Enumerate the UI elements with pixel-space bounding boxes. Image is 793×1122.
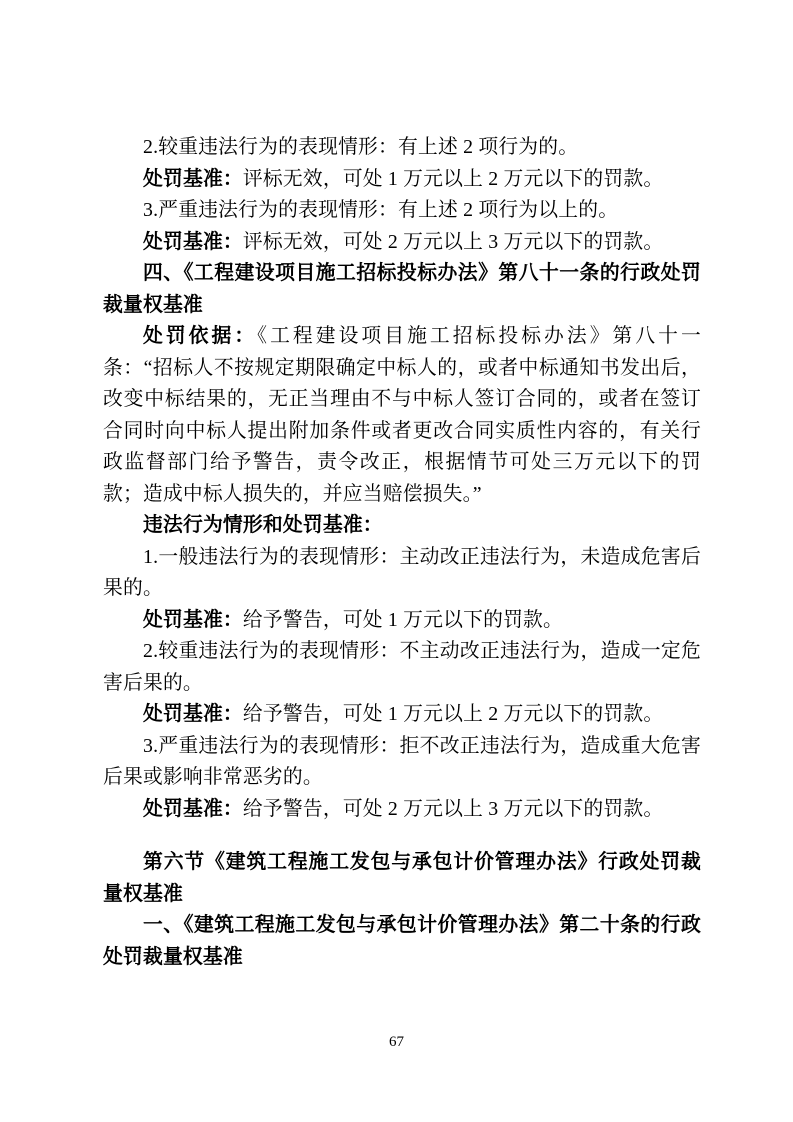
bold-label: 处罚基准： bbox=[143, 167, 243, 190]
heading-paragraph bbox=[103, 510, 701, 542]
body-paragraph bbox=[103, 542, 701, 605]
body-paragraph bbox=[103, 132, 701, 164]
body-paragraph bbox=[103, 195, 701, 227]
bold-label: 一、《建筑工程施工发包与承包计价管理办法》第二十条的行政处罚裁量权基准 bbox=[103, 914, 701, 968]
body-paragraph bbox=[103, 794, 701, 826]
text-segment: 评标无效，可处 2 万元以上 3 万元以下的罚款。 bbox=[242, 230, 664, 253]
body-paragraph bbox=[103, 227, 701, 259]
bold-label: 处罚基准： bbox=[143, 230, 243, 253]
document-body bbox=[103, 132, 701, 973]
heading-paragraph bbox=[103, 910, 701, 973]
bold-label: 第六节《建筑工程施工发包与承包计价管理办法》行政处罚裁量权基准 bbox=[103, 851, 701, 905]
page-number: 67 bbox=[389, 1034, 404, 1050]
bold-label: 处罚基准： bbox=[143, 703, 243, 725]
body-paragraph bbox=[103, 699, 701, 731]
bold-label: 四、《工程建设项目施工招标投标办法》第八十一条的行政处罚裁量权基准 bbox=[103, 262, 701, 316]
text-segment: 2.较重违法行为的表现情形：不主动改正违法行为，造成一定危害后果的。 bbox=[103, 640, 701, 694]
body-paragraph bbox=[103, 164, 701, 196]
bold-label: 违法行为情形和处罚基准： bbox=[143, 514, 383, 536]
text-segment: 3.严重违法行为的表现情形：有上述 2 项行为以上的。 bbox=[143, 199, 619, 221]
body-paragraph bbox=[103, 605, 701, 637]
text-segment: 评标无效，可处 1 万元以上 2 万元以下的罚款。 bbox=[242, 167, 664, 190]
text-segment: 1.一般违法行为的表现情形：主动改正违法行为，未造成危害后果的。 bbox=[103, 545, 701, 599]
heading-paragraph bbox=[103, 258, 701, 321]
body-paragraph bbox=[103, 636, 701, 699]
text-segment: 2.较重违法行为的表现情形：有上述 2 项行为的。 bbox=[143, 136, 579, 158]
bold-label: 处罚基准： bbox=[143, 797, 243, 820]
text-segment: 给予警告，可处 1 万元以下的罚款。 bbox=[242, 608, 564, 631]
body-paragraph bbox=[103, 321, 701, 510]
bold-label: 处罚依据： bbox=[143, 325, 258, 347]
text-segment: 3.严重违法行为的表现情形：拒不改正违法行为，造成重大危害后果或影响非常恶劣的。 bbox=[103, 734, 701, 788]
heading-paragraph bbox=[103, 847, 701, 910]
text-segment: 《工程建设项目施工招标投标办法》第八十一条：“招标人不按规定期限确定中标人的，或者中标通知书发出后，改变中标结果的，无正当理由不与中标人签订合同的，或者在签订合同时向中标人提出附加条件或者更改合同实质性内容的，有关行政监督部门给予警告，责令改正，根据情节可处三万元以下的罚款；造成中标人损失的，并应当赔偿损失。” bbox=[103, 325, 701, 505]
body-paragraph bbox=[103, 731, 701, 794]
text-segment: 给予警告，可处 1 万元以上 2 万元以下的罚款。 bbox=[242, 703, 664, 725]
text-segment: 给予警告，可处 2 万元以上 3 万元以下的罚款。 bbox=[242, 797, 664, 820]
bold-label: 处罚基准： bbox=[143, 608, 243, 631]
